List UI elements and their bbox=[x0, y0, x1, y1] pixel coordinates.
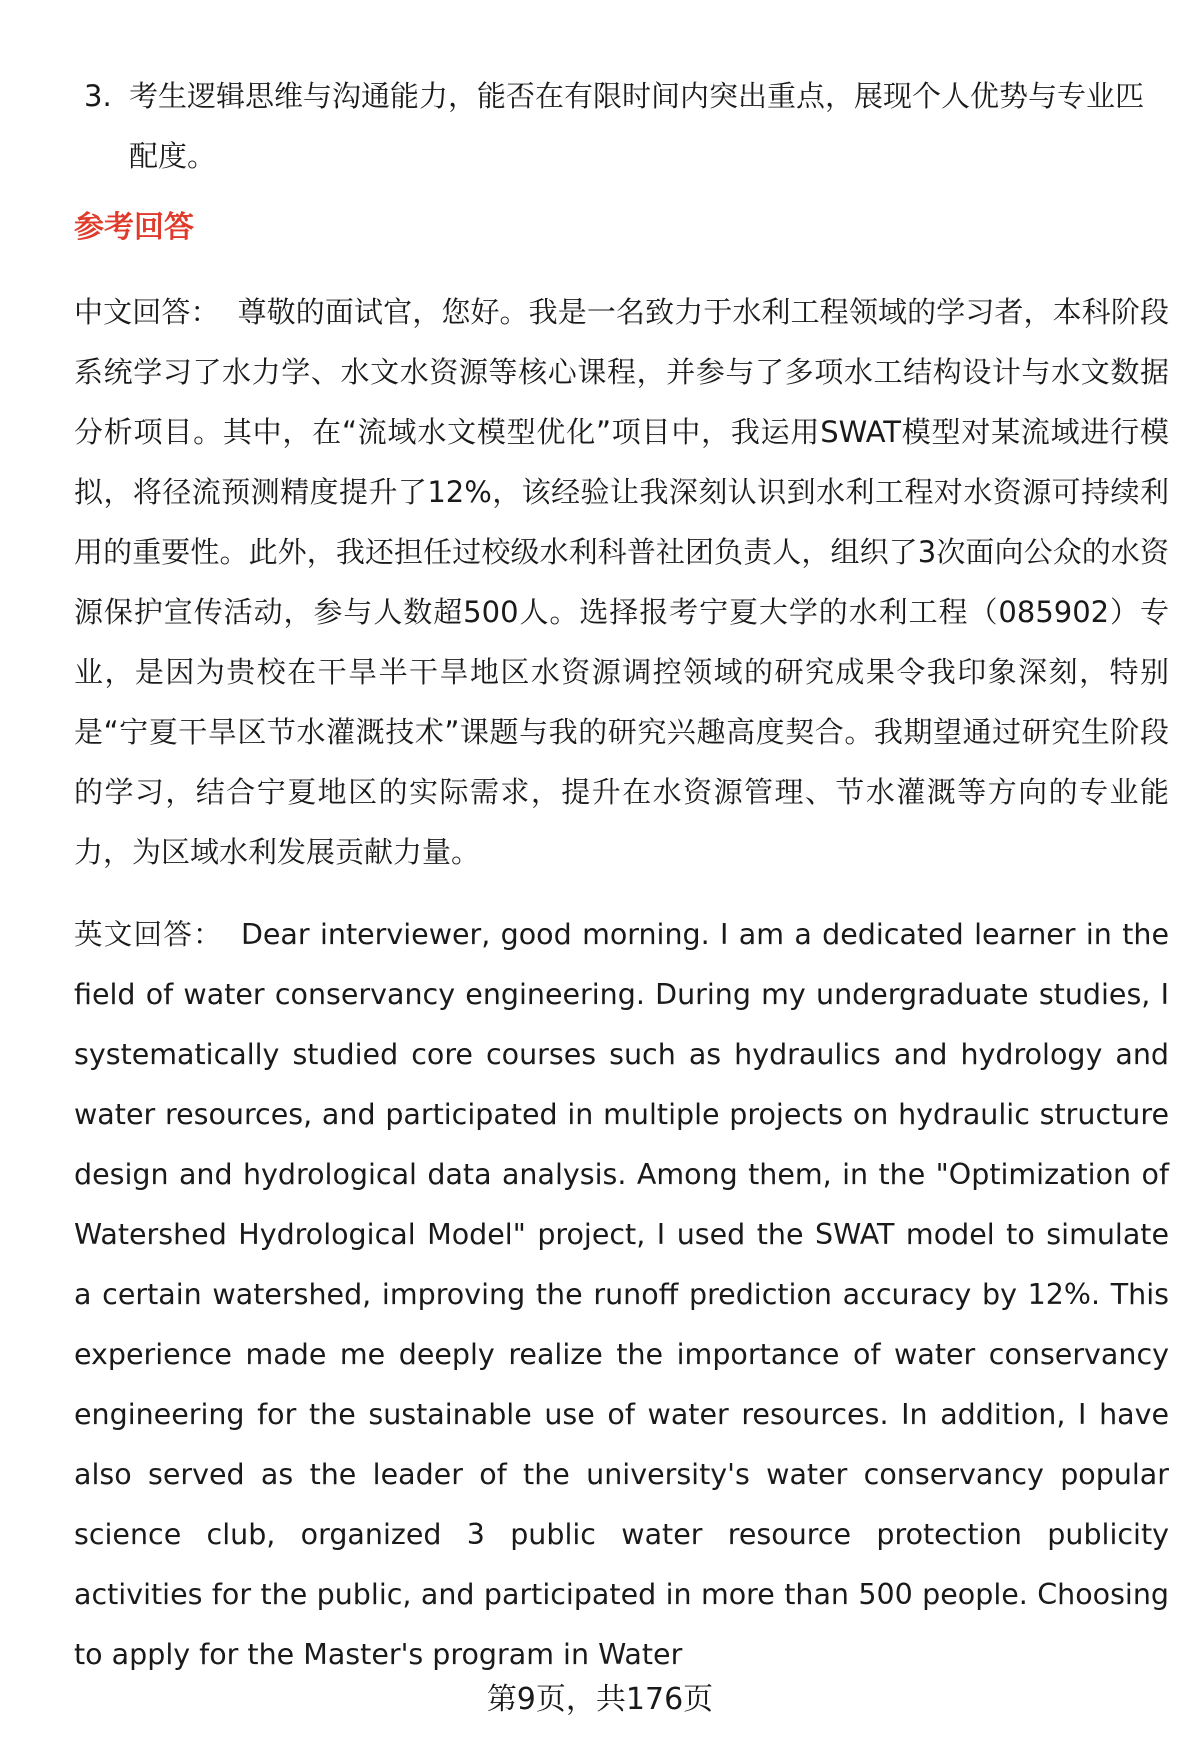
list-item-text: 考生逻辑思维与沟通能力，能否在有限时间内突出重点，展现个人优势与专业匹配度。 bbox=[129, 79, 1145, 173]
list-item bbox=[84, 66, 1154, 186]
chinese-answer-paragraph bbox=[74, 282, 1169, 882]
section-heading: 参考回答 bbox=[74, 210, 194, 245]
english-answer-paragraph bbox=[74, 905, 1169, 1685]
english-answer-text: Dear interviewer, good morning. I am a dedicated learner in the field of water conservancy engineering. During my undergraduate studies, I systematically studied core courses such as hydraulics and hydrology and water resources, and participated in multiple projects on hydraulic structure design and hydrological data analysis. Among them, in the "Optimization of Watershed Hydrological Model" project, I used the SWAT model to simulate a certain watershed, improving the runoff prediction accuracy by 12%. This experience made me deeply realize the importance of water conservancy engineering for the sustainable use of water resources. In addition, I have also served as the leader of the university's water conservancy popular science club, organized 3 public water resource protection publicity activities for the public, and participated in more than 500 people. Choosing to apply for the Master's program in Water bbox=[74, 918, 1169, 1671]
list-number: 3. bbox=[84, 79, 112, 113]
english-answer-label: 英文回答： bbox=[74, 918, 223, 951]
chinese-answer-label: 中文回答： bbox=[74, 295, 220, 329]
chinese-answer-text: 尊敬的面试官，您好。我是一名致力于水利工程领域的学习者，本科阶段系统学习了水力学、水文水资源等核心课程，并参与了多项水工结构设计与水文数据分析项目。其中，在“流域水文模型优化”项目中，我运用SWAT模型对某流域进行模拟，将径流预测精度提升了12%，该经验让我深刻认识到水利工程对水资源可持续利用的重要性。此外，我还担任过校级水利科普社团负责人，组织了3次面向公众的水资源保护宣传活动，参与人数超500人。选择报考宁夏大学的水利工程（085902）专业，是因为贵校在干旱半干旱地区水资源调控领域的研究成果令我印象深刻，特别是“宁夏干旱区节水灌溉技术”课题与我的研究兴趣高度契合。我期望通过研究生阶段的学习，结合宁夏地区的实际需求，提升在水资源管理、节水灌溉等方向的专业能力，为区域水利发展贡献力量。 bbox=[74, 295, 1169, 869]
page-indicator: 第9页，共176页 bbox=[486, 1682, 714, 1717]
